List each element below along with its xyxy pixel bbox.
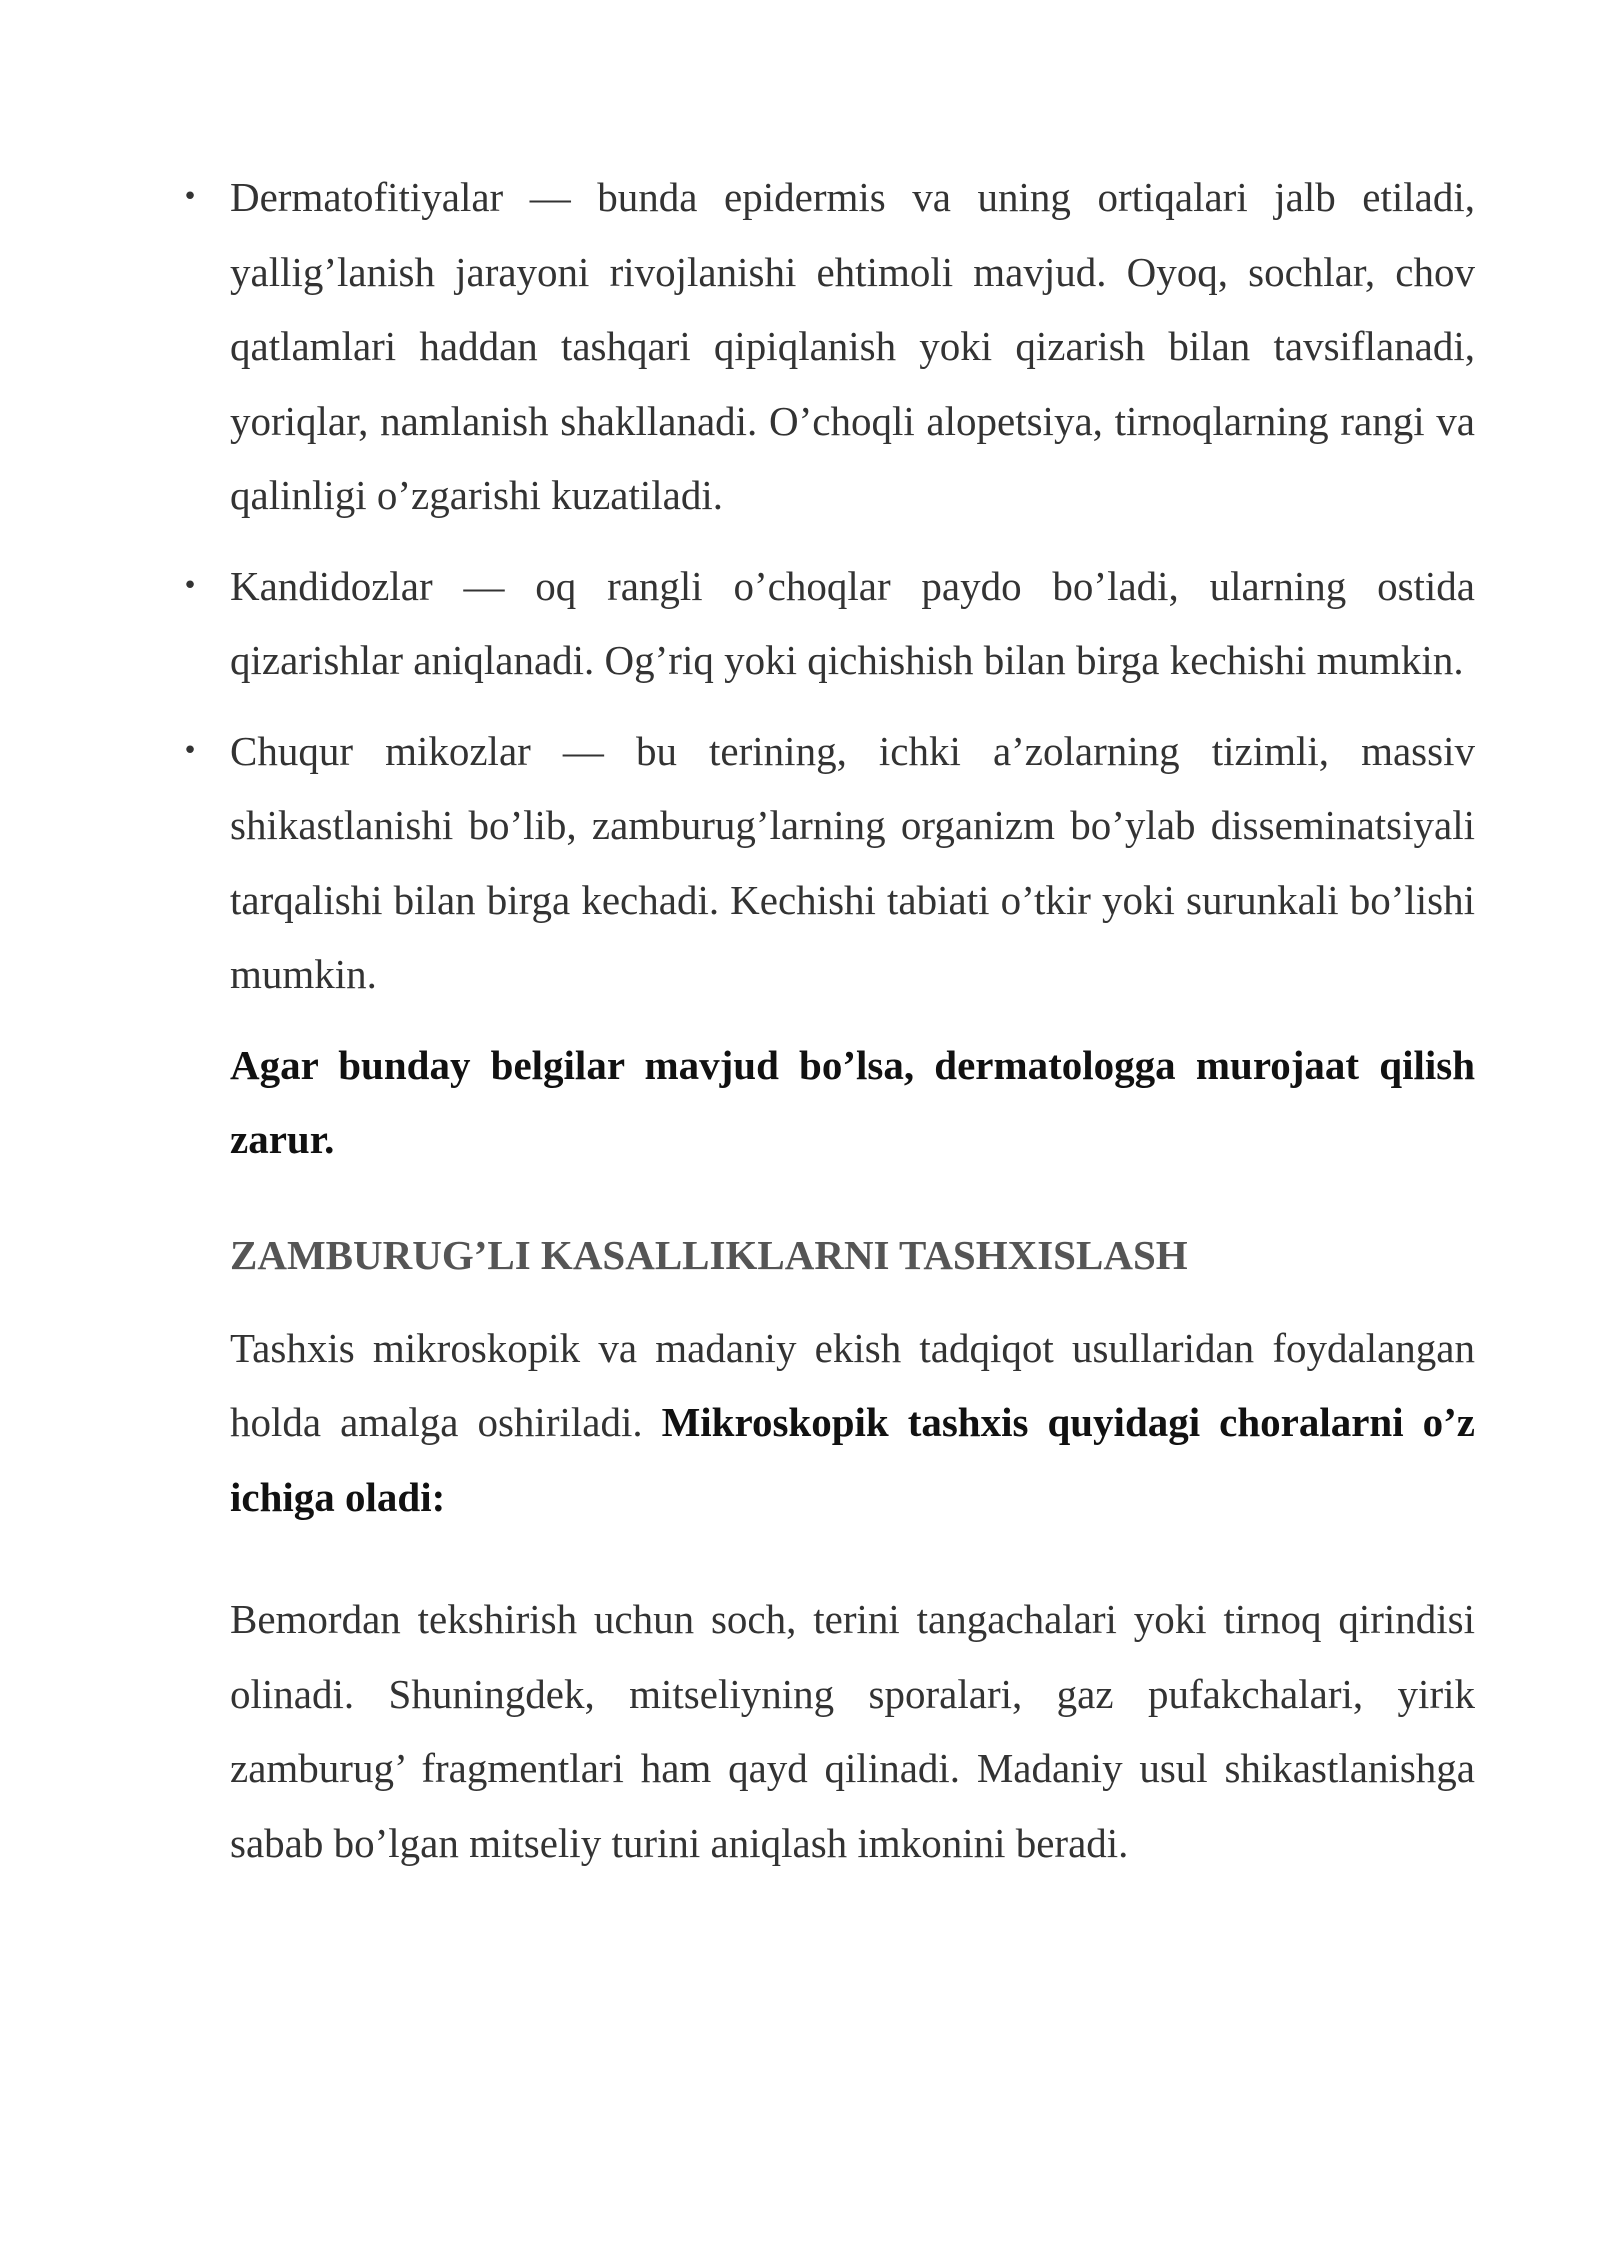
bullet-icon: • xyxy=(182,182,198,212)
intro-bold-text: Mikroskopik tashxis quyidagi choralarni o’z ichiga oladi: xyxy=(230,1399,1475,1520)
page-content xyxy=(182,160,1475,1880)
list-item-text: Kandidozlar — oq rangli o’choqlar paydo bo’ladi, ularning ostida qizarishlar aniqlanadi. Og’riq yoki qichishish bilan birga kechishi mumkin. xyxy=(230,562,1475,683)
bullet-icon: • xyxy=(182,570,198,601)
list-item-text: Dermatofitiyalar — bunda epidermis va uning ortiqalari jalb etiladi, yallig’lanish jarayoni rivojlanishi ehtimoli mavjud. Oyoq, sochlar, chov qatlamlari haddan tashqari qipiqlanish yoki qizarish bilan tavsiflanadi, yoriqlar, namlanish shakllanadi. O’choqli alopetsiya, tirnoqlarning rangi va qalinligi o’zgarishi kuzatiladi. xyxy=(230,174,1475,518)
symptom-list xyxy=(182,160,1475,1012)
list-item-kandidozlar xyxy=(182,549,1475,698)
list-item-dermatofitiyalar xyxy=(182,160,1475,533)
bullet-icon: • xyxy=(182,735,198,766)
intro-plain-text: Tashxis mikroskopik va madaniy ekish tadqiqot usullaridan foydalangan holda amalga oshiriladi. xyxy=(230,1324,1475,1445)
section-heading: ZAMBURUG’LI KASALLIKLARNI TASHXISLASH xyxy=(230,1231,1188,1278)
dermatologist-note: Agar bunday belgilar mavjud bo’lsa, dermatologga murojaat qilish zarur. xyxy=(230,1041,1475,1162)
diagnosis-intro-paragraph xyxy=(230,1311,1475,1535)
list-item-text: Chuqur mikozlar — bu terining, ichki a’zolarning tizimli, massiv shikastlanishi bo’lib, zamburug’larning organizm bo’ylab disseminatsiyali tarqalishi bilan birga kechadi. Kechishi tabiati o’tkir yoki surunkali bo’lishi mumkin. xyxy=(230,727,1475,997)
diagnosis-body-paragraph: Bemordan tekshirish uchun soch, terini tangachalari yoki tirnoq qirindisi olinadi. Shuningdek, mitseliyning sporalari, gaz pufakchalari, yirik zamburug’ fragmentlari ham qayd qilinadi. Madaniy usul shikastlanishga sabab bo’lgan mitseliy turini aniqlash imkonini beradi. xyxy=(230,1596,1475,1866)
list-item-chuqur-mikozlar xyxy=(182,714,1475,1012)
